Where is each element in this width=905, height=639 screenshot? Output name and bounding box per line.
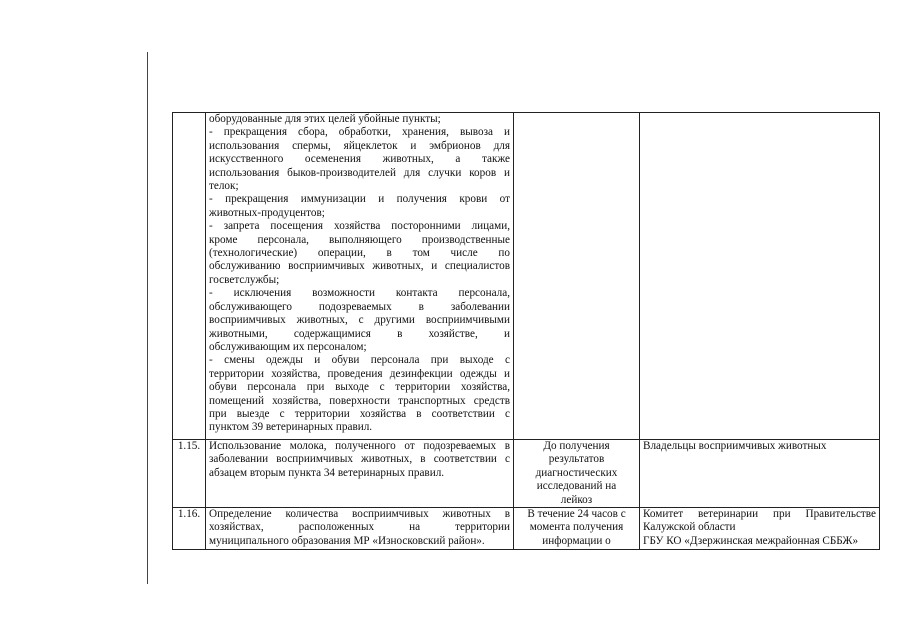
measure-line: кроме персонала, выполняющего производственные [209,233,510,246]
deadline-line: исследований на [536,480,617,493]
measure-line: - прекращения иммунизации и получения крови от [209,193,510,206]
measure-line: обслуживающего подозреваемых в заболевании [209,300,510,313]
measure-line: территории хозяйства, проведения дезинфекции одежды и [209,367,510,380]
measure-line: помещений хозяйства, поверхности транспортных средств [209,394,510,407]
measure-line: восприимчивых животных, с другими восприимчивыми [209,314,510,327]
deadline-cell [514,113,640,440]
measure-cell [206,440,514,508]
deadline-line: информации о [542,534,611,547]
measure-line: телок; [209,180,239,193]
measure-line: заболевании восприимчивых животных, в соответствии с [209,453,510,466]
measure-line: муниципального образования МР «Износковский район». [209,534,485,547]
measure-line: Определение количества восприимчивых животных в [209,508,510,521]
measure-line: (технологические) операции, в том числе по [209,247,510,260]
table-row-1-15 [173,440,880,508]
measure-line: обслуживающим их персоналом; [209,340,367,353]
page-margin-line [147,52,148,584]
deadline-cell [514,440,640,508]
deadline-line: В течение 24 часов с [527,508,626,521]
measure-line: обслуживанию восприимчивых животных, и специалистов [209,260,510,273]
measure-text [209,113,510,435]
measure-line: госветслужбы; [209,273,280,286]
measures-table [172,112,880,550]
deadline-line: лейкоз [560,493,593,506]
measure-line: оборудованные для этих целей убойные пункты; [209,113,441,125]
responsible-cell [640,113,880,440]
measure-line: - прекращения сбора, обработки, хранения, вывоза и [209,126,510,139]
deadline-line: результатов [548,453,605,466]
deadline-line: До получения [543,440,610,452]
row-number: 1.16. [173,508,206,550]
measure-text [209,440,510,480]
measure-line: при выезде с территории хозяйства в соответствии с [209,407,510,420]
measure-line: - запрета посещения хозяйства посторонними лицами, [209,220,510,233]
measure-line: животными, содержащимися в хозяйстве, и [209,327,510,340]
responsible-line: Комитет ветеринарии при Правительстве [643,508,876,521]
measure-line: искусственного осеменения животных, а также [209,153,510,166]
row-number-cell [173,113,206,440]
measure-cell [206,113,514,440]
measure-text [209,508,510,548]
measure-line: Использование молока, полученного от подозреваемых в [209,440,510,452]
table-row-1-16 [173,508,880,550]
responsible-cell [640,508,880,550]
row-number: 1.15. [173,440,206,508]
measure-line: животных-продуцентов; [209,206,325,219]
measure-line: абзацем вторым пункта 34 ветеринарных правил. [209,466,445,479]
measure-line: хозяйствах, расположенных на территории [209,521,510,534]
measure-cell [206,508,514,550]
responsible-cell [640,440,880,508]
measure-line: использования быков-производителей для случки коров и [209,166,510,179]
deadline-line: момента получения [529,521,624,534]
measure-line: использования спермы, яйцеклеток и эмбрионов для [209,139,510,152]
measure-line: обуви персонала при выходе с территории хозяйства, [209,381,510,394]
deadline-text [517,440,636,507]
measure-line: - исключения возможности контакта персонала, [209,287,510,300]
responsible-line: Калужской области [643,521,736,534]
table-row-continuation [173,113,880,440]
deadline-line: диагностических [535,466,618,479]
measure-line: пунктом 39 ветеринарных правил. [209,421,373,434]
responsible-line: ГБУ КО «Дзержинская межрайонная СББЖ» [643,534,859,547]
responsible-text: Владельцы восприимчивых животных [643,440,827,452]
deadline-cell [514,508,640,550]
measure-line: - смены одежды и обуви персонала при выходе с [209,354,510,367]
